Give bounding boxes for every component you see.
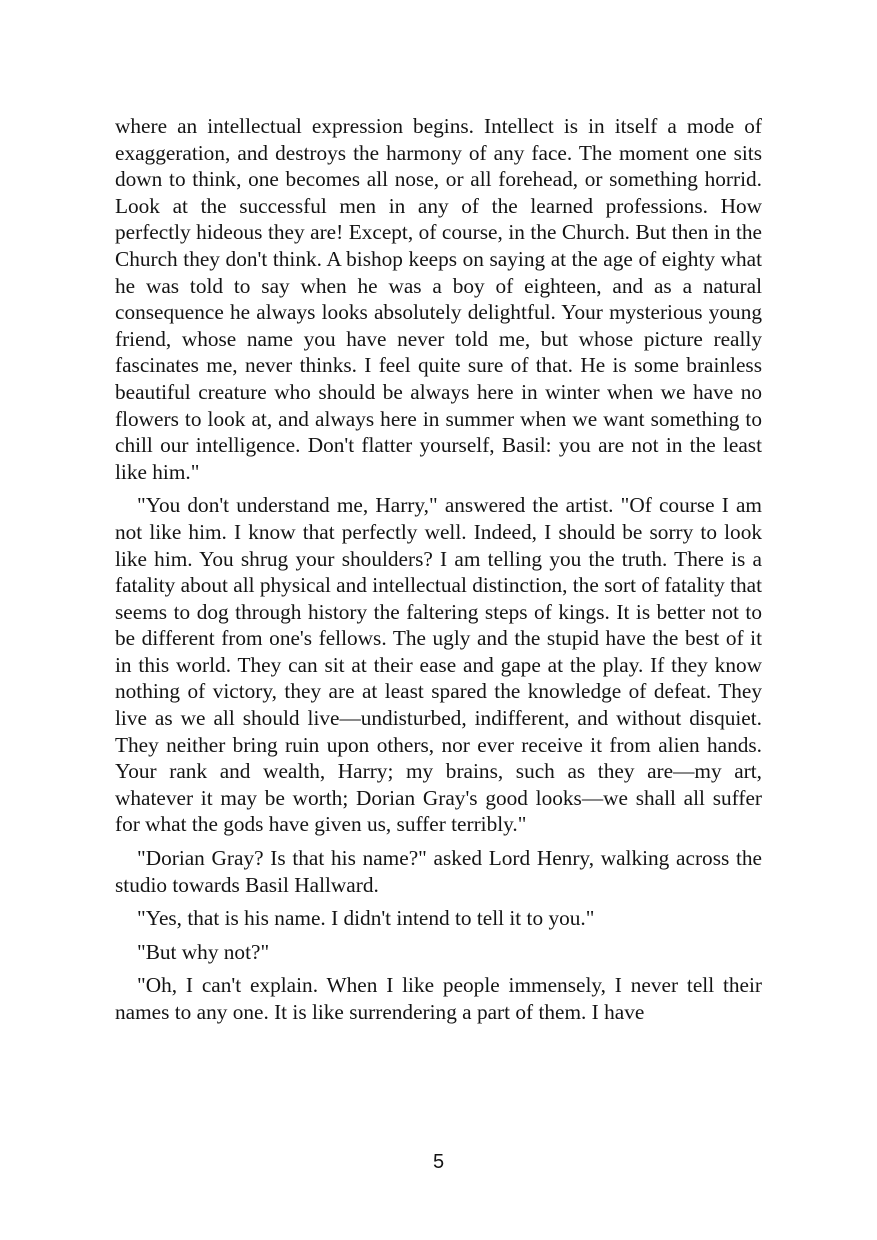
- page-body: [115, 113, 762, 1033]
- paragraph: where an intellectual expression begins. Intellect is in itself a mode of exaggeration, and destroys the harmony of any face. The moment one sits down to think, one becomes all nose, or all forehead, or something horrid. Look at the successful men in any of the learned professions. How perfectly hideous they are! Except, of course, in the Church. But then in the Church they don't think. A bishop keeps on saying at the age of eighty what he was told to say when he was a boy of eighteen, and as a natural consequence he always looks absolutely delightful. Your mysterious young friend, whose name you have never told me, but whose picture really fascinates me, never thinks. I feel quite sure of that. He is some brainless beautiful creature who should be always here in winter when we have no flowers to look at, and always here in summer when we want something to chill our intelligence. Don't flatter yourself, Basil: you are not in the least like him.": [115, 114, 762, 484]
- paragraph: "Dorian Gray? Is that his name?" asked Lord Henry, walking across the studio towards Basil Hallward.: [115, 846, 762, 897]
- paragraph: "Yes, that is his name. I didn't intend to tell it to you.": [137, 906, 595, 931]
- paragraph: "But why not?": [137, 939, 270, 964]
- paragraph: "Oh, I can't explain. When I like people immensely, I never tell their names to any one. It is like surrendering a part of them. I have: [115, 973, 762, 1024]
- paragraph: "You don't understand me, Harry," answered the artist. "Of course I am not like him. I know that perfectly well. Indeed, I should be sorry to look like him. You shrug your shoulders? I am telling you the truth. There is a fatality about all physical and intellectual distinction, the sort of fatality that seems to dog through history the faltering steps of kings. It is better not to be different from one's fellows. The ugly and the stupid have the best of it in this world. They can sit at their ease and gape at the play. If they know nothing of victory, they are at least spared the knowledge of defeat. They live as we all should live—undisturbed, indifferent, and without disquiet. They neither bring ruin upon others, nor ever receive it from alien hands. Your rank and wealth, Harry; my brains, such as they are—my art, whatever it may be worth; Dorian Gray's good looks—we shall all suffer for what the gods have given us, suffer terribly.": [115, 493, 763, 837]
- page-number: 5: [432, 1151, 445, 1173]
